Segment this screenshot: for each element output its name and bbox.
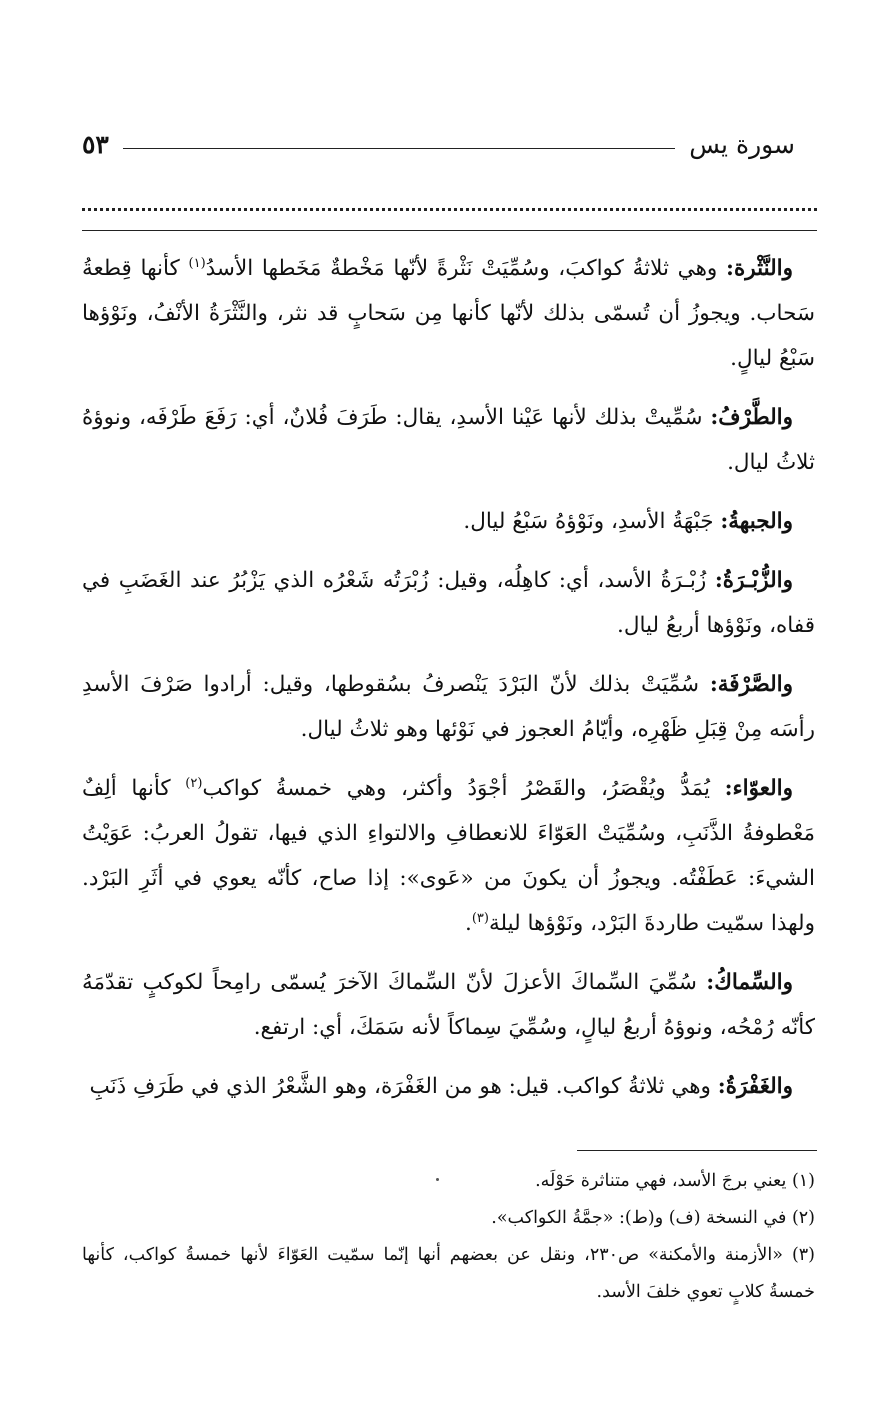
running-header [82, 124, 795, 164]
entry-term: والنَّثْرة: [726, 256, 793, 281]
footnote-text: يعني برجَ الأسد، فهي متناثرة حَوْلَه. [535, 1171, 792, 1191]
entry-term: والصَّرْفَة: [709, 672, 793, 697]
main-text [82, 246, 815, 1123]
footnote-item [82, 1237, 815, 1311]
entry-term: والعوّاء: [724, 776, 793, 801]
entry-text: زُبْـرَةُ الأسد، أي: كاهِلُه، وقيل: زُبْرَتُه شَعْرُه الذي يَزْبُرُ عند الغَضَبِ في قفاه، ونَوْؤها أربعُ ليال. [82, 568, 815, 638]
page-number: ٥٣ [82, 129, 109, 159]
entry-text: سُمِّيَ السِّماكَ الأعزلَ لأنّ السِّماكَ الآخرَ يُسمّى رامِحاً لكوكبٍ تقدّمَهُ كأنّه رُمْحُه، ونوؤهُ أربعُ ليالٍ، وسُمِّيَ سِماكاً لأنه سَمَكَ، أي: ارتفع. [82, 970, 815, 1040]
surah-title: سورة يس [689, 129, 795, 159]
entry-text: يُمَدُّ ويُقْصَرُ، والقَصْرُ أجْوَدُ وأكثر، وهي خمسةُ كواكب [202, 776, 725, 801]
entry-text: كأنها ألِفٌ مَعْطوفةُ الذَّنَبِ، وسُمِّيَتْ العَوّاءَ للانعطافِ والالتواءِ الذي فيها، تقولُ العربُ: عَوَيْتُ الشيءَ: عَطَفْتُه. ويجوزُ أن يكونَ من «عَوى»: إذا صاح، كأنّه يعوي في أثَرِ البَرْد. ولهذا سمّيت طاردةَ البَرْد، ونَوْؤها ليلة [82, 776, 815, 936]
footnote-divider [577, 1150, 817, 1151]
entry-tarf [82, 395, 815, 485]
footnote-text: في النسخة (ف) و(ط): «جمَّةُ الكواكب». [491, 1208, 792, 1228]
entry-text: سُمِّيَتْ بذلك لأنّ البَرْدَ يَنْصرفُ بسُقوطها، وقيل: أرادوا صَرْفَ الأسدِ رأسَه مِنْ قِبَلِ ظَهْرِه، وأيّامُ العجوز في نَوْئها وهو ثلاثُ ليال. [82, 672, 815, 742]
footnote-number: (٣) [791, 1245, 815, 1265]
footnote-text: «الأزمنة والأمكنة» ص٢٣٠، ونقل عن بعضهم أنها إنّما سمّيت العَوّاءَ لأنها خمسةُ كواكب، كأنها خمسةُ كلابٍ تعوي خلفَ الأسد. [82, 1245, 815, 1302]
entry-text: كأنها قِطعةُ سَحاب. ويجوزُ أن تُسمّى بذلك لأنّها كأنها مِن سَحابٍ قد نثر، والنَّثْرَةُ الأنْفُ، ونَوْؤها سَبْعُ ليالٍ. [82, 256, 815, 371]
entry-term: والغَفْرَةُ: [717, 1074, 793, 1099]
entry-term: والطَّرْفُ: [710, 405, 793, 430]
entry-zubra [82, 558, 815, 648]
footnote-number: (١) [791, 1171, 815, 1191]
entry-ghafra [82, 1064, 815, 1109]
entry-jabha [82, 499, 815, 544]
header-divider [82, 230, 817, 231]
footnote-ref: (٢) [185, 775, 203, 791]
entry-text: . [464, 911, 472, 936]
entry-text: سُمِّيتْ بذلك لأنها عَيْنا الأسدِ، يقال: طَرَفَ فُلانٌ، أي: رَفَعَ طَرْفَه، ونوؤهُ ثلاثُ ليال. [82, 405, 815, 475]
entry-text: جَبْهَةُ الأسدِ، ونَوْؤهُ سَبْعُ ليال. [463, 509, 721, 534]
header-rule [123, 148, 675, 149]
entry-nathra [82, 246, 815, 381]
entry-term: والزُّبْـرَةُ: [714, 568, 793, 593]
entry-term: والجبهةُ: [720, 509, 793, 534]
footnote-number: (٢) [791, 1208, 815, 1228]
entry-awwa [82, 766, 815, 946]
entry-term: والسِّماكُ: [706, 970, 793, 995]
entry-text: وهي ثلاثةُ كواكب. قيل: هو من الغَفْرَة، وهو الشَّعْرُ الذي في طَرَفِ ذَنَبِ [89, 1074, 718, 1099]
footnote-item [82, 1163, 815, 1200]
dotted-divider [82, 208, 817, 211]
entry-text: وهي ثلاثةُ كواكبَ، وسُمِّيَتْ نَثْرةً لأنّها مَخْطةٌ مَخَطها الأسدُ [205, 256, 727, 281]
footnote-item [82, 1200, 815, 1237]
footnote-ref: (١) [188, 255, 206, 271]
entry-simak [82, 960, 815, 1050]
entry-sarfa [82, 662, 815, 752]
footnote-ref: (٣) [471, 910, 489, 926]
footnotes [82, 1163, 815, 1311]
